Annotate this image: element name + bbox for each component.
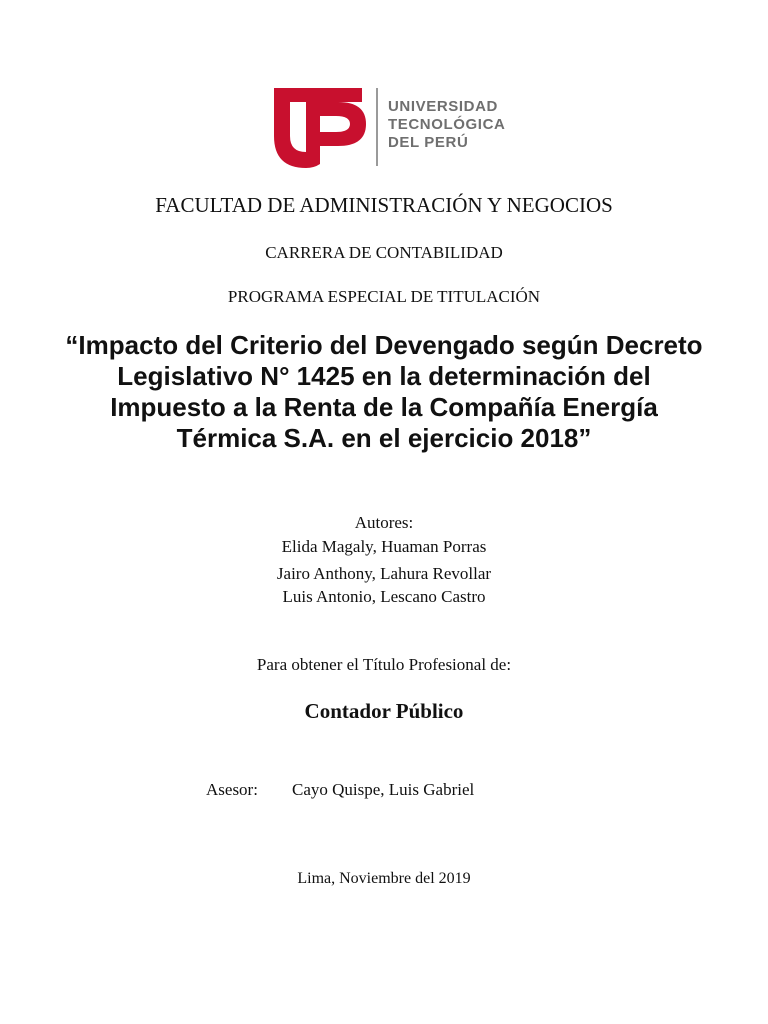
university-logo	[272, 86, 522, 170]
author-name: Luis Antonio, Lescano Castro	[282, 587, 486, 606]
degree-name: Contador Público	[304, 699, 464, 723]
author-name: Jairo Anthony, Lahura Revollar	[276, 564, 492, 583]
logo-line-1: UNIVERSIDAD	[388, 98, 498, 115]
advisor-label: Asesor:	[206, 780, 258, 799]
advisor-row	[206, 780, 475, 800]
career-heading: CARRERA DE CONTABILIDAD	[265, 243, 503, 262]
logo-line-2: TECNOLÓGICA	[388, 116, 506, 133]
advisor-name: Cayo Quispe, Luis Gabriel	[292, 780, 475, 799]
logo-divider	[376, 88, 378, 166]
degree-intro: Para obtener el Título Profesional de:	[256, 655, 512, 674]
thesis-title: “Impacto del Criterio del Devengado según Decreto Legislativo N° 1425 en la determinación del Impuesto a la Renta de la Compañía Energía Térmica S.A. en el ejercicio 2018”	[65, 330, 703, 453]
utp-logo-icon	[272, 86, 368, 170]
faculty-heading: FACULTAD DE ADMINISTRACIÓN Y NEGOCIOS	[155, 193, 613, 217]
authors-label: Autores:	[354, 513, 414, 532]
author-name: Elida Magaly, Huaman Porras	[281, 537, 487, 556]
logo-wordmark	[388, 98, 528, 152]
logo-line-3: DEL PERÚ	[388, 134, 469, 151]
place-date: Lima, Noviembre del 2019	[297, 870, 471, 887]
program-heading: PROGRAMA ESPECIAL DE TITULACIÓN	[227, 287, 541, 306]
